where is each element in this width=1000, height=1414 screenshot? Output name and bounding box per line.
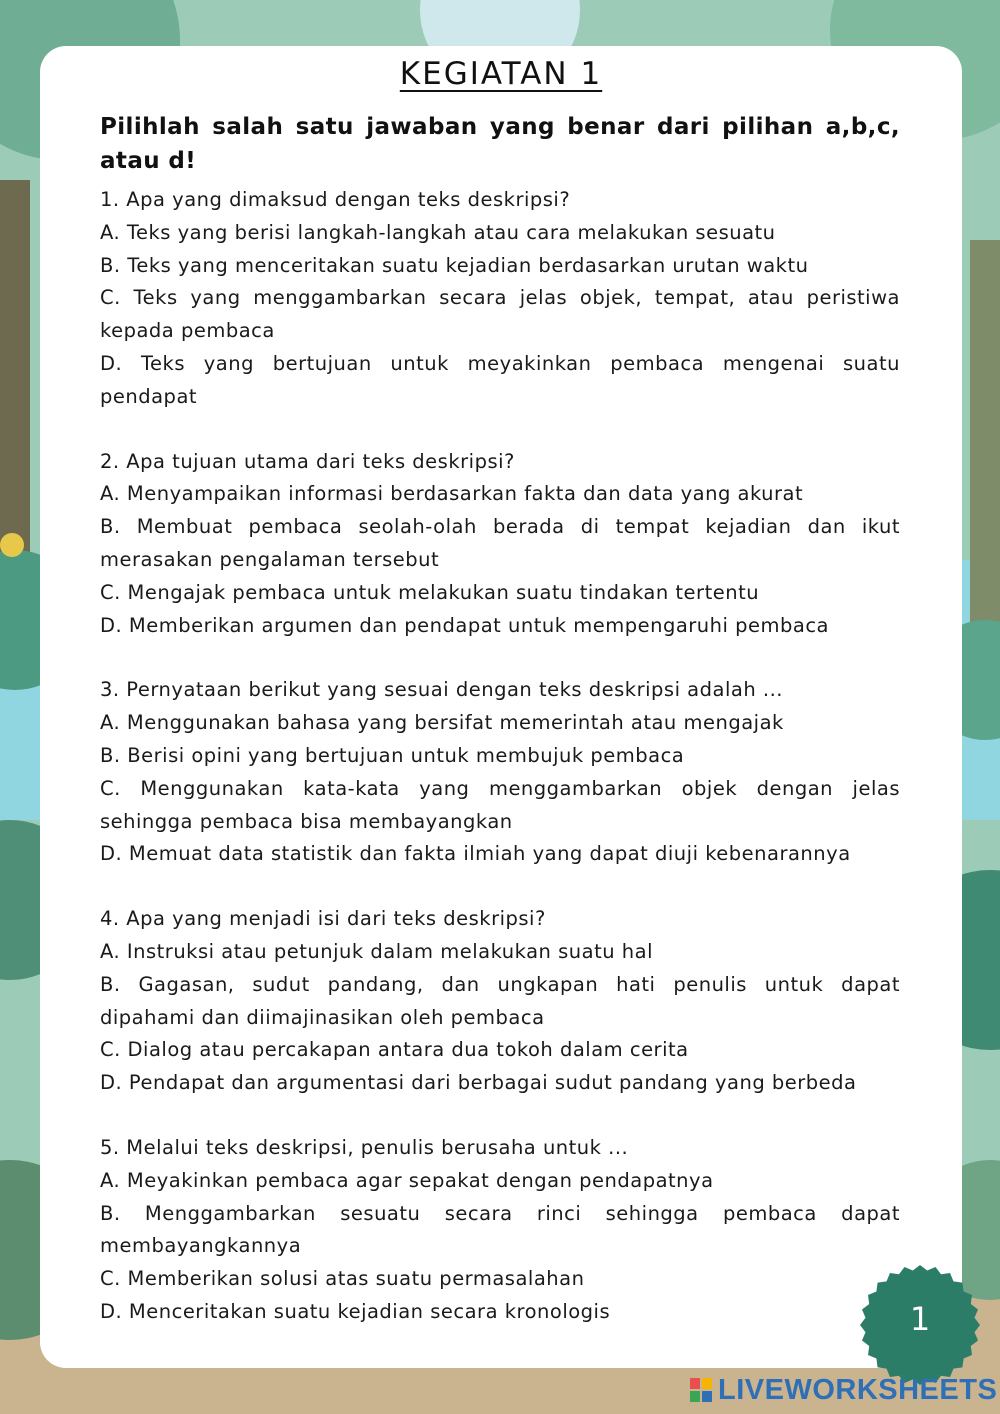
liveworksheets-watermark[interactable] <box>690 1372 997 1408</box>
worksheet-card <box>40 46 962 1368</box>
question-text: 5. Melalui teks deskripsi, penulis berusaha untuk ... <box>100 1135 629 1159</box>
option-c[interactable]: C. Mengajak pembaca untuk melakukan suatu tindakan tertentu <box>100 580 760 604</box>
option-a[interactable]: A. Meyakinkan pembaca agar sepakat dengan pendapatnya <box>100 1168 714 1192</box>
option-a[interactable]: A. Menyampaikan informasi berdasarkan fakta dan data yang akurat <box>100 482 804 506</box>
option-c[interactable]: C. Dialog atau percakapan antara dua tokoh dalam cerita <box>100 1038 689 1062</box>
option-b[interactable]: B. Menggambarkan sesuatu secara rinci sehingga pembaca dapat membayangkannya <box>100 1201 900 1258</box>
instruction-text: Pilihlah salah satu jawaban yang benar dari pilihan a,b,c, atau d! <box>100 114 900 174</box>
option-b[interactable]: B. Teks yang menceritakan suatu kejadian berdasarkan urutan waktu <box>100 253 809 277</box>
liveworksheets-logo-icon <box>690 1376 714 1404</box>
option-d[interactable]: D. Pendapat dan argumentasi dari berbagai sudut pandang yang berbeda <box>100 1071 857 1095</box>
option-a[interactable]: A. Teks yang berisi langkah-langkah atau cara melakukan sesuatu <box>100 220 776 244</box>
question-text: 3. Pernyataan berikut yang sesuai dengan teks deskripsi adalah ... <box>100 678 783 702</box>
option-d[interactable]: D. Memberikan argumen dan pendapat untuk mempengaruhi pembaca <box>100 613 830 637</box>
question-4 <box>100 903 900 1100</box>
option-a[interactable]: A. Instruksi atau petunjuk dalam melakukan suatu hal <box>100 939 654 963</box>
option-c[interactable]: C. Memberikan solusi atas suatu permasalahan <box>100 1267 585 1291</box>
question-3 <box>100 674 900 871</box>
option-d[interactable]: D. Menceritakan suatu kejadian secara kronologis <box>100 1299 611 1323</box>
page-number: 1 <box>909 1300 931 1338</box>
option-c[interactable]: C. Menggunakan kata-kata yang menggambarkan objek dengan jelas sehingga pembaca bisa membayangkan <box>100 776 900 833</box>
option-c[interactable]: C. Teks yang menggambarkan secara jelas objek, tempat, atau peristiwa kepada pembaca <box>100 286 900 343</box>
option-d[interactable]: D. Teks yang bertujuan untuk meyakinkan pembaca mengenai suatu pendapat <box>100 351 900 408</box>
page-title: KEGIATAN 1 <box>399 56 603 92</box>
question-1 <box>100 184 900 414</box>
watermark-text: LIVEWORKSHEETS <box>718 1373 998 1406</box>
option-d[interactable]: D. Memuat data statistik dan fakta ilmiah yang dapat diuji kebenarannya <box>100 842 851 866</box>
option-b[interactable]: B. Gagasan, sudut pandang, dan ungkapan hati penulis untuk dapat dipahami dan diimajinasikan oleh pembaca <box>100 972 900 1029</box>
option-b[interactable]: B. Membuat pembaca seolah-olah berada di tempat kejadian dan ikut merasakan pengalaman tersebut <box>100 515 900 571</box>
option-b[interactable]: B. Berisi opini yang bertujuan untuk membujuk pembaca <box>100 743 685 767</box>
question-2 <box>100 446 900 643</box>
question-5 <box>100 1132 900 1329</box>
question-text: 2. Apa tujuan utama dari teks deskripsi? <box>100 449 515 473</box>
question-text: 4. Apa yang menjadi isi dari teks deskripsi? <box>100 907 546 931</box>
question-list <box>100 184 900 1361</box>
option-a[interactable]: A. Menggunakan bahasa yang bersifat memerintah atau mengajak <box>100 711 784 735</box>
question-text: 1. Apa yang dimaksud dengan teks deskripsi? <box>100 188 571 211</box>
